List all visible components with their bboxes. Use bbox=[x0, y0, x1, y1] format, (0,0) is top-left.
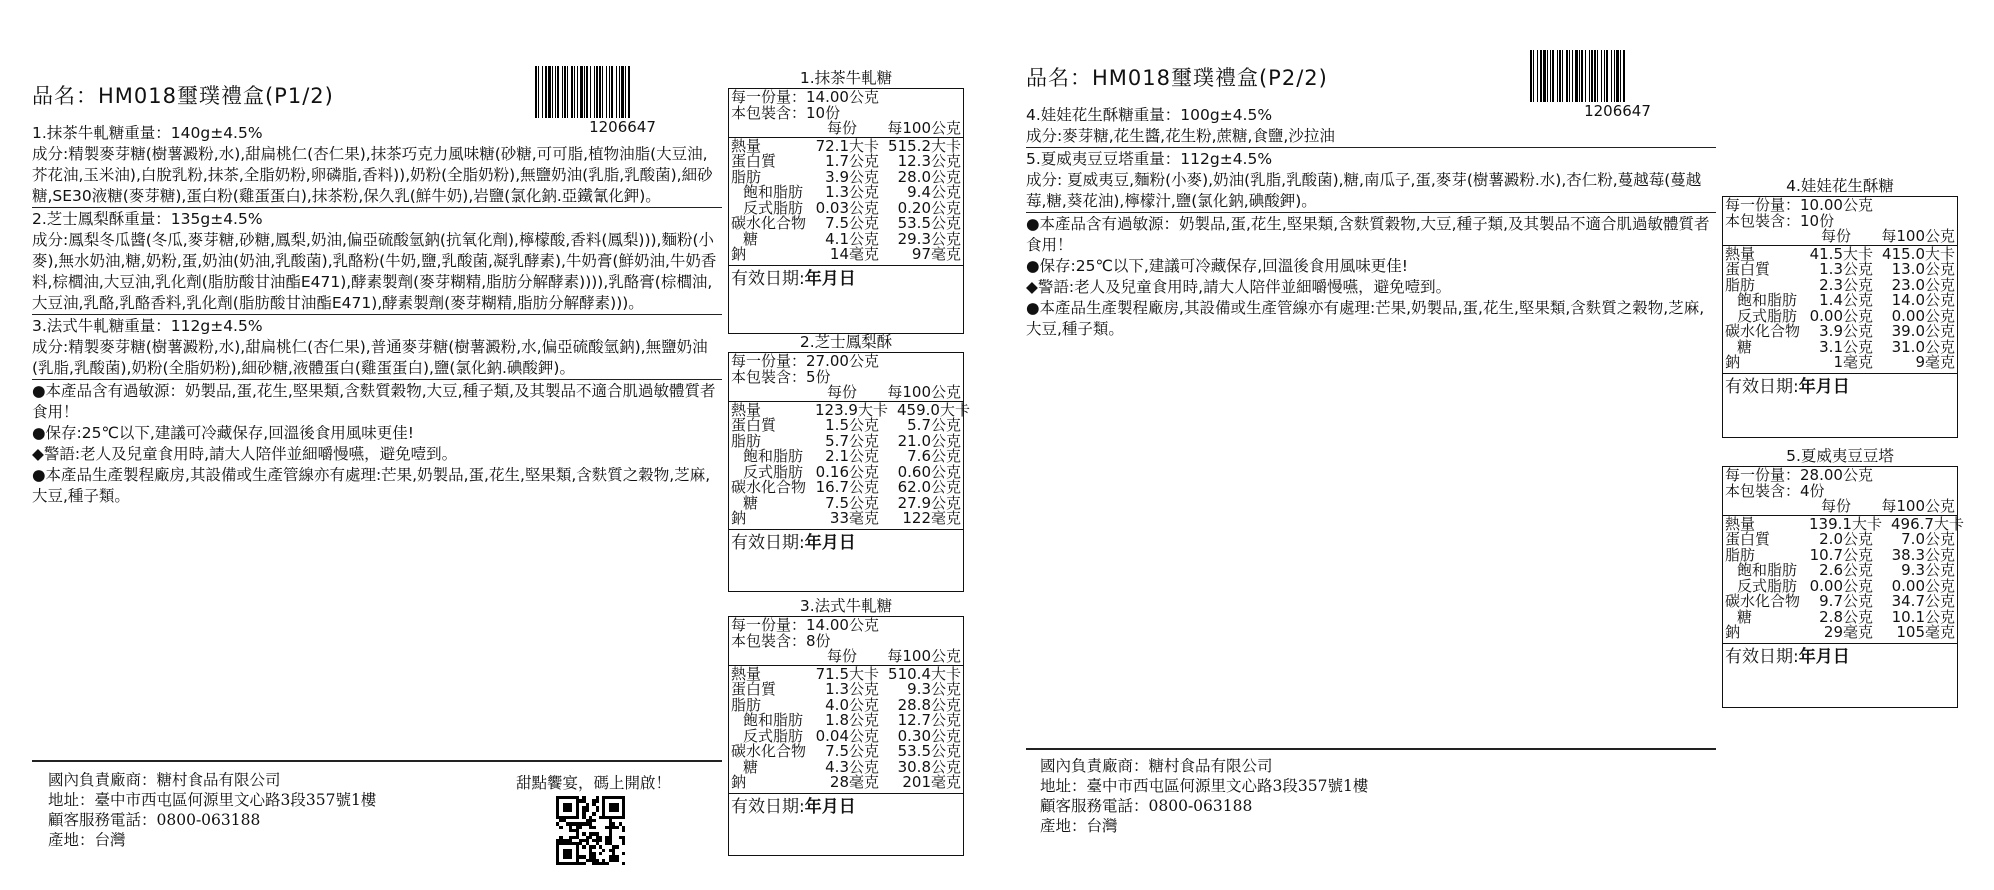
nutrient-per-serving: 2.8公克 bbox=[1819, 607, 1873, 626]
nutrient-label: 蛋白質 bbox=[731, 416, 777, 434]
per-100g-header: 每100公克 bbox=[1881, 227, 1955, 245]
origin: 產地：台灣 bbox=[48, 831, 126, 849]
nutrient-per-serving: 139.1大卡 bbox=[1809, 514, 1882, 533]
nutrient-label: 反式脂肪 bbox=[743, 462, 804, 481]
manufacturer: 國內負責廠商：糖村食品有限公司 bbox=[48, 771, 281, 789]
expiry-date bbox=[729, 794, 963, 816]
nutrition-title: 3.法式牛軋糖 bbox=[799, 597, 893, 615]
nutrient-per-100g: 28.8公克 bbox=[897, 695, 961, 714]
product-heading: 3.法式牛軋糖重量：112g±4.5% bbox=[32, 317, 263, 335]
nutrition-panel-4 bbox=[1722, 176, 1958, 438]
nutrient-per-100g: 30.8公克 bbox=[897, 757, 961, 776]
nutrient-per-100g: 28.0公克 bbox=[897, 167, 961, 186]
nutrient-per-serving: 4.1公克 bbox=[825, 229, 879, 248]
qr-code[interactable] bbox=[556, 796, 625, 865]
product-heading: 4.娃娃花生酥糖重量：100g±4.5% bbox=[1026, 106, 1273, 124]
footer-divider-left bbox=[32, 760, 722, 762]
nutrient-label: 碳水化合物 bbox=[1725, 322, 1801, 340]
expiry-date bbox=[729, 530, 963, 552]
nutrient-label: 蛋白質 bbox=[731, 152, 777, 170]
nutrient-per-serving: 123.9大卡 bbox=[815, 400, 888, 419]
nutrient-per-100g: 53.5公克 bbox=[897, 742, 961, 760]
nutrient-per-serving: 14毫克 bbox=[829, 245, 879, 263]
per-serving-header: 每份 bbox=[826, 383, 857, 401]
expiry-label: 有效日期: bbox=[1725, 646, 1799, 667]
barcode-bars bbox=[1530, 50, 1705, 102]
nutrition-rows bbox=[729, 138, 963, 266]
nutrient-per-serving: 10.7公克 bbox=[1809, 545, 1873, 564]
nutrition-rows bbox=[1723, 246, 1957, 374]
nutrient-per-serving: 1.3公克 bbox=[825, 680, 879, 698]
nutrient-per-serving: 33毫克 bbox=[829, 509, 879, 527]
nutrition-rows bbox=[729, 400, 970, 530]
nutrient-per-100g: 515.2大卡 bbox=[888, 136, 961, 155]
product-ingredients: 成分: 夏威夷豆,麵粉(小麥),奶油(乳脂,乳酸菌),糖,南瓜子,蛋,麥芽(樹薯澱粉.水),杏仁粉,蔓越莓(蔓越莓,糖,葵花油),檸檬汁,鹽(氯化鈉,碘酸鉀)。 bbox=[1026, 171, 1702, 210]
nutrient-per-100g: 5.7公克 bbox=[907, 416, 961, 434]
nutrition-title: 1.抹茶牛軋糖 bbox=[799, 69, 893, 87]
product-ingredients: 成分:鳳梨冬瓜醬(冬瓜,麥芽糖,砂糖,鳳梨,奶油,偏亞硫酸氫鈉(抗氧化劑),檸檬酸,香料(鳳梨))),麵粉(小麥),無水奶油,糖,奶粉,蛋,奶油(奶油,乳酸菌),乳酪粉(牛奶,鹽,乳酸菌,凝乳酵素),牛奶膏(鮮奶油,牛奶香料,棕櫚油,大豆油,乳化劑(脂肪酸甘油酯E471),酵素製劑(麥芽糊精,脂肪分解酵素)))),乳酪膏(棕櫚油,大豆油,乳酪,乳酪香料,乳化劑(脂肪酸甘油酯E471),酵素製劑(麥芽糊精,脂肪分解酵素)))。 bbox=[32, 231, 717, 312]
nutrient-per-100g: 122毫克 bbox=[902, 509, 961, 527]
servings-per-pack: 本包裝含：10份 bbox=[731, 103, 841, 122]
facility-note: ●本產品生產製程廠房,其設備或生產管線亦有處理:芒果,奶製品,蛋,花生,堅果類,含麩質之穀物,芝麻,大豆,種子類。 bbox=[32, 466, 711, 505]
nutrient-per-serving: 0.16公克 bbox=[815, 462, 879, 481]
nutrient-per-100g: 9.4公克 bbox=[907, 183, 961, 201]
nutrition-title: 4.娃娃花生酥糖 bbox=[1786, 177, 1894, 195]
nutrient-per-serving: 1.8公克 bbox=[825, 711, 879, 729]
nutrient-per-100g: 62.0公克 bbox=[897, 478, 961, 496]
nutrient-label: 蛋白質 bbox=[1725, 530, 1771, 548]
nutrient-label: 脂肪 bbox=[1725, 545, 1756, 564]
allergen-note: ●本產品含有過敏源：奶製品,蛋,花生,堅果類,含麩質穀物,大豆,種子類,及其製品不適合肌過敏體質者食用！ bbox=[32, 382, 716, 421]
expiry-label: 有效日期: bbox=[1725, 376, 1799, 397]
nutrient-per-serving: 3.1公克 bbox=[1819, 337, 1873, 356]
nutrient-per-100g: 105毫克 bbox=[1896, 623, 1955, 641]
barcode-bars bbox=[535, 66, 710, 118]
nutrient-per-100g: 459.0大卡 bbox=[897, 400, 970, 419]
nutrient-label: 飽和脂肪 bbox=[743, 711, 804, 729]
nutrient-per-100g: 9.3公克 bbox=[907, 680, 961, 698]
expiry-label: 有效日期: bbox=[731, 532, 805, 553]
nutrient-per-serving: 0.00公克 bbox=[1809, 576, 1873, 595]
per-serving-header: 每份 bbox=[826, 119, 857, 137]
nutrient-per-serving: 5.7公克 bbox=[825, 431, 879, 450]
nutrient-per-100g: 10.1公克 bbox=[1891, 607, 1955, 626]
product-heading: 5.夏威夷豆豆塔重量：112g±4.5% bbox=[1026, 150, 1273, 168]
serving-info bbox=[1723, 197, 1957, 229]
product-details-left bbox=[32, 122, 722, 507]
nutrient-label: 熱量 bbox=[731, 664, 762, 683]
serving-info bbox=[1723, 467, 1957, 499]
nutrient-per-100g: 496.7大卡 bbox=[1891, 514, 1964, 533]
nutrient-label: 碳水化合物 bbox=[731, 742, 807, 760]
nutrient-per-100g: 34.7公克 bbox=[1891, 592, 1955, 610]
nutrient-label: 蛋白質 bbox=[1725, 260, 1771, 278]
serving-info bbox=[729, 617, 963, 649]
product-item bbox=[32, 314, 722, 379]
nutrition-row bbox=[731, 511, 961, 527]
nutrition-panel-2 bbox=[728, 332, 970, 592]
manufacturer: 國內負責廠商：糖村食品有限公司 bbox=[1040, 757, 1273, 775]
product-ingredients: 成分:麥芽糖,花生醬,花生粉,蔗糖,食鹽,沙拉油 bbox=[1026, 127, 1335, 145]
nutrient-per-100g: 0.00公克 bbox=[1891, 576, 1955, 595]
nutrient-per-serving: 1.3公克 bbox=[825, 183, 879, 201]
nutrient-per-serving: 0.03公克 bbox=[815, 198, 879, 217]
nutrient-per-serving: 29毫克 bbox=[1823, 623, 1873, 641]
nutrient-per-serving: 7.5公克 bbox=[825, 493, 879, 512]
nutrient-per-serving: 7.5公克 bbox=[825, 214, 879, 232]
nutrient-per-serving: 1.4公克 bbox=[1819, 291, 1873, 309]
nutrient-per-100g: 0.60公克 bbox=[897, 462, 961, 481]
nutrient-per-100g: 12.3公克 bbox=[897, 152, 961, 170]
nutrient-label: 蛋白質 bbox=[731, 680, 777, 698]
nutrition-panel-1 bbox=[728, 68, 964, 334]
nutrient-label: 鈉 bbox=[731, 245, 747, 263]
serving-size: 每一份量：28.00公克 bbox=[1725, 466, 1873, 484]
servings-per-pack: 本包裝含：5份 bbox=[731, 367, 831, 386]
per-100g-header: 每100公克 bbox=[887, 383, 961, 401]
nutrient-label: 反式脂肪 bbox=[1737, 576, 1798, 595]
nutrient-per-100g: 201毫克 bbox=[902, 773, 961, 791]
storage-note: ●保存:25℃以下,建議可冷藏保存,回溫後食用風味更佳! bbox=[1026, 257, 1408, 275]
nutrient-label: 碳水化合物 bbox=[1725, 592, 1801, 610]
nutrient-per-serving: 2.3公克 bbox=[1819, 275, 1873, 294]
product-item bbox=[32, 207, 722, 314]
servings-per-pack: 本包裝含：8份 bbox=[731, 631, 831, 650]
address: 地址：臺中市西屯區何源里文心路3段357號1樓 bbox=[48, 791, 377, 809]
nutrient-label: 飽和脂肪 bbox=[1737, 561, 1798, 579]
nutrient-per-serving: 1.7公克 bbox=[825, 152, 879, 170]
serving-size: 每一份量：14.00公克 bbox=[731, 616, 879, 634]
per-100g-header: 每100公克 bbox=[887, 119, 961, 137]
nutrition-header bbox=[729, 385, 963, 402]
serving-size: 每一份量：10.00公克 bbox=[1725, 196, 1873, 214]
per-100g-header: 每100公克 bbox=[1881, 497, 1955, 515]
nutrient-label: 飽和脂肪 bbox=[743, 447, 804, 465]
nutrient-label: 脂肪 bbox=[731, 695, 762, 714]
serving-info bbox=[729, 89, 963, 121]
nutrient-label: 碳水化合物 bbox=[731, 478, 807, 496]
service-phone: 顧客服務電話：0800-063188 bbox=[1040, 797, 1253, 815]
expiry-value: 年月日 bbox=[804, 268, 856, 289]
nutrient-per-100g: 9毫克 bbox=[1915, 353, 1955, 371]
nutrient-label: 熱量 bbox=[731, 400, 762, 419]
serving-size: 每一份量：14.00公克 bbox=[731, 88, 879, 106]
nutrient-per-serving: 0.00公克 bbox=[1809, 306, 1873, 325]
nutrient-label: 糖 bbox=[743, 493, 759, 512]
barcode-number: 1206647 bbox=[1584, 102, 1651, 120]
nutrition-rows bbox=[1723, 514, 1964, 644]
nutrient-label: 鈉 bbox=[731, 773, 747, 791]
nutrient-per-100g: 510.4大卡 bbox=[888, 664, 961, 683]
product-heading: 2.芝士鳳梨酥重量：135g±4.5% bbox=[32, 210, 263, 228]
barcode-number: 1206647 bbox=[589, 118, 656, 136]
footer-divider-right bbox=[1026, 748, 1716, 750]
nutrient-label: 糖 bbox=[743, 229, 759, 248]
nutrient-per-100g: 39.0公克 bbox=[1891, 322, 1955, 340]
serving-size: 每一份量：27.00公克 bbox=[731, 352, 879, 370]
nutrition-title: 5.夏威夷豆豆塔 bbox=[1786, 447, 1894, 465]
service-phone: 顧客服務電話：0800-063188 bbox=[48, 811, 261, 829]
page-title-right: 品名：HM018璽璞禮盒(P2/2) bbox=[1026, 66, 1328, 90]
nutrient-per-100g: 29.3公克 bbox=[897, 229, 961, 248]
nutrient-per-serving: 28毫克 bbox=[829, 773, 879, 791]
nutrient-per-100g: 415.0大卡 bbox=[1882, 244, 1955, 263]
product-details-right bbox=[1026, 104, 1716, 340]
nutrient-per-serving: 3.9公克 bbox=[1819, 322, 1873, 340]
footer-left bbox=[48, 770, 376, 850]
nutrient-label: 熱量 bbox=[1725, 514, 1756, 533]
product-item bbox=[1026, 104, 1716, 147]
nutrient-per-serving: 41.5大卡 bbox=[1809, 244, 1873, 263]
nutrient-per-serving: 71.5大卡 bbox=[815, 664, 879, 683]
nutrient-label: 反式脂肪 bbox=[743, 726, 804, 745]
nutrition-table bbox=[1722, 196, 1958, 438]
product-ingredients: 成分:精製麥芽糖(樹薯澱粉,水),甜扁桃仁(杏仁果),普通麥芽糖(樹薯澱粉,水,偏亞硫酸氫鈉),無鹽奶油(乳脂,乳酸菌),奶粉(全脂奶粉),細砂糖,液體蛋白(雞蛋蛋白),鹽(氯化鈉.碘酸鉀)。 bbox=[32, 338, 708, 377]
nutrition-row bbox=[731, 247, 961, 263]
nutrient-label: 糖 bbox=[743, 757, 759, 776]
nutrition-panel-5 bbox=[1722, 446, 1964, 708]
nutrient-per-serving: 4.3公克 bbox=[825, 757, 879, 776]
qr-slogan: 甜點饗宴，碼上開啟！ bbox=[516, 774, 672, 792]
nutrient-per-100g: 38.3公克 bbox=[1891, 545, 1955, 564]
nutrient-per-serving: 3.9公克 bbox=[825, 167, 879, 186]
nutrient-per-100g: 0.00公克 bbox=[1891, 306, 1955, 325]
nutrition-header bbox=[1723, 229, 1957, 246]
nutrient-per-serving: 2.1公克 bbox=[825, 447, 879, 465]
nutrient-per-100g: 23.0公克 bbox=[1891, 275, 1955, 294]
per-serving-header: 每份 bbox=[1820, 227, 1851, 245]
nutrient-label: 熱量 bbox=[1725, 244, 1756, 263]
nutrient-per-100g: 97毫克 bbox=[911, 245, 961, 263]
nutrient-per-100g: 0.30公克 bbox=[897, 726, 961, 745]
address: 地址：臺中市西屯區何源里文心路3段357號1樓 bbox=[1040, 777, 1369, 795]
product-notes bbox=[32, 379, 722, 507]
expiry-value: 年月日 bbox=[1798, 376, 1850, 397]
nutrient-label: 脂肪 bbox=[731, 431, 762, 450]
nutrient-per-serving: 9.7公克 bbox=[1819, 592, 1873, 610]
nutrient-per-100g: 7.0公克 bbox=[1901, 530, 1955, 548]
nutrient-per-100g: 21.0公克 bbox=[897, 431, 961, 450]
nutrient-per-100g: 31.0公克 bbox=[1891, 337, 1955, 356]
nutrient-per-serving: 72.1大卡 bbox=[815, 136, 879, 155]
nutrition-header bbox=[729, 649, 963, 666]
nutrient-per-serving: 2.0公克 bbox=[1819, 530, 1873, 548]
servings-per-pack: 本包裝含：10份 bbox=[1725, 211, 1835, 230]
nutrient-label: 反式脂肪 bbox=[743, 198, 804, 217]
nutrition-header bbox=[729, 121, 963, 138]
nutrition-table bbox=[1722, 466, 1964, 708]
nutrition-table bbox=[728, 616, 964, 856]
nutrient-per-serving: 2.6公克 bbox=[1819, 561, 1873, 579]
expiry-value: 年月日 bbox=[804, 532, 856, 553]
expiry-label: 有效日期: bbox=[731, 268, 805, 289]
expiry-label: 有效日期: bbox=[731, 796, 805, 817]
product-item bbox=[32, 122, 722, 207]
nutrient-label: 糖 bbox=[1737, 607, 1753, 626]
nutrient-label: 脂肪 bbox=[731, 167, 762, 186]
nutrient-per-100g: 9.3公克 bbox=[1901, 561, 1955, 579]
page-title-left: 品名：HM018璽璞禮盒(P1/2) bbox=[32, 84, 334, 108]
nutrient-per-100g: 14.0公克 bbox=[1891, 291, 1955, 309]
nutrition-table bbox=[728, 352, 970, 592]
nutrient-per-serving: 1毫克 bbox=[1833, 353, 1873, 371]
nutrient-label: 鈉 bbox=[1725, 353, 1741, 371]
nutrition-row bbox=[731, 775, 961, 791]
servings-per-pack: 本包裝含：4份 bbox=[1725, 481, 1825, 500]
nutrient-per-serving: 1.5公克 bbox=[825, 416, 879, 434]
product-heading: 1.抹茶牛軋糖重量：140g±4.5% bbox=[32, 124, 263, 142]
allergen-note: ●本產品含有過敏源：奶製品,蛋,花生,堅果類,含麩質穀物,大豆,種子類,及其製品不適合肌過敏體質者食用！ bbox=[1026, 215, 1710, 254]
product-item bbox=[1026, 147, 1716, 212]
nutrient-per-100g: 7.6公克 bbox=[907, 447, 961, 465]
nutrient-per-serving: 7.5公克 bbox=[825, 742, 879, 760]
per-serving-header: 每份 bbox=[826, 647, 857, 665]
nutrition-rows bbox=[729, 666, 963, 794]
nutrition-header bbox=[1723, 499, 1957, 516]
per-100g-header: 每100公克 bbox=[887, 647, 961, 665]
nutrient-label: 鈉 bbox=[731, 509, 747, 527]
nutrition-row bbox=[1725, 625, 1955, 641]
expiry-value: 年月日 bbox=[1798, 646, 1850, 667]
warning-note: ◆警語:老人及兒童食用時,請大人陪伴並細嚼慢嚥，避免噎到。 bbox=[1026, 278, 1452, 296]
nutrient-per-serving: 0.04公克 bbox=[815, 726, 879, 745]
storage-note: ●保存:25℃以下,建議可冷藏保存,回溫後食用風味更佳! bbox=[32, 424, 414, 442]
per-serving-header: 每份 bbox=[1820, 497, 1851, 515]
nutrition-panel-3 bbox=[728, 596, 964, 856]
expiry-date bbox=[729, 266, 963, 288]
footer-right bbox=[1040, 756, 1368, 836]
product-notes bbox=[1026, 212, 1716, 340]
warning-note: ◆警語:老人及兒童食用時,請大人陪伴並細嚼慢嚥，避免噎到。 bbox=[32, 445, 458, 463]
expiry-value: 年月日 bbox=[804, 796, 856, 817]
nutrition-row bbox=[1725, 355, 1955, 371]
nutrient-label: 鈉 bbox=[1725, 623, 1741, 641]
nutrient-label: 飽和脂肪 bbox=[743, 183, 804, 201]
product-ingredients: 成分:精製麥芽糖(樹薯澱粉,水),甜扁桃仁(杏仁果),抹茶巧克力風味糖(砂糖,可可脂,植物油脂(大豆油,芥花油,玉米油),白脫乳粉,抹茶,全脂奶粉,卵磷脂,香料)),奶粉(全脂奶粉),無鹽奶油(乳脂,乳酸菌),細砂糖,SE30液糖(麥芽糖),蛋白粉(雞蛋蛋白),抹茶粉,保久乳(鮮牛奶),岩鹽(氯化鈉.亞鐵氰化鉀)。 bbox=[32, 145, 713, 205]
expiry-date bbox=[1723, 374, 1957, 396]
nutrient-label: 反式脂肪 bbox=[1737, 306, 1798, 325]
nutrient-label: 熱量 bbox=[731, 136, 762, 155]
nutrient-label: 碳水化合物 bbox=[731, 214, 807, 232]
nutrient-per-100g: 13.0公克 bbox=[1891, 260, 1955, 278]
nutrient-per-serving: 1.3公克 bbox=[1819, 260, 1873, 278]
nutrient-per-100g: 53.5公克 bbox=[897, 214, 961, 232]
nutrient-label: 糖 bbox=[1737, 337, 1753, 356]
nutrient-label: 脂肪 bbox=[1725, 275, 1756, 294]
nutrition-table bbox=[728, 88, 964, 334]
nutrient-per-serving: 4.0公克 bbox=[825, 695, 879, 714]
nutrient-per-serving: 16.7公克 bbox=[815, 478, 879, 496]
nutrient-label: 飽和脂肪 bbox=[1737, 291, 1798, 309]
expiry-date bbox=[1723, 644, 1957, 666]
nutrient-per-100g: 0.20公克 bbox=[897, 198, 961, 217]
serving-info bbox=[729, 353, 963, 385]
origin: 產地：台灣 bbox=[1040, 817, 1118, 835]
facility-note: ●本產品生產製程廠房,其設備或生產管線亦有處理:芒果,奶製品,蛋,花生,堅果類,含麩質之穀物,芝麻,大豆,種子類。 bbox=[1026, 299, 1705, 338]
nutrient-per-100g: 27.9公克 bbox=[897, 493, 961, 512]
nutrition-title: 2.芝士鳳梨酥 bbox=[799, 333, 893, 351]
nutrient-per-100g: 12.7公克 bbox=[897, 711, 961, 729]
